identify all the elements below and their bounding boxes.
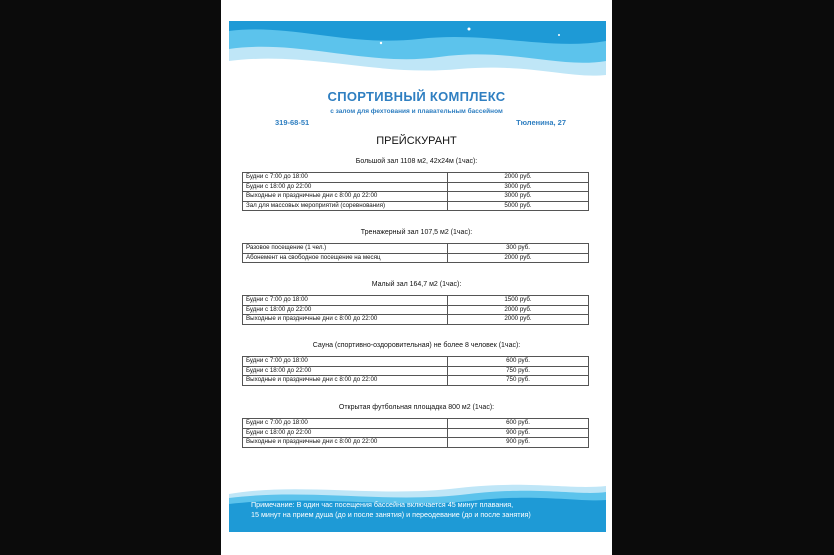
address: Тюленина, 27 — [516, 118, 566, 127]
price-table-sauna — [242, 356, 589, 386]
top-wave-banner — [229, 21, 606, 83]
section-title-football: Открытая футбольная площадка 800 м2 (1час): — [338, 404, 495, 411]
table-row — [243, 366, 589, 376]
price-table-small-hall — [242, 295, 589, 325]
price-table-gym — [242, 243, 589, 263]
table-row — [243, 201, 589, 211]
price-table-big-hall — [242, 172, 589, 211]
row-label: Разовое посещение (1 чел.) — [243, 244, 448, 254]
table-row — [243, 357, 589, 367]
row-price: 2000 руб. — [448, 173, 589, 183]
table-row — [243, 182, 589, 192]
table-row — [243, 296, 589, 306]
row-label: Будни с 18:00 до 22:00 — [243, 366, 448, 376]
row-label: Выходные и праздничные дни с 8:00 до 22:00 — [243, 192, 448, 202]
section-title-gym: Тренажерный зал 107,5 м2 (1час): — [360, 229, 473, 236]
table-row — [243, 173, 589, 183]
note-text — [251, 500, 612, 520]
table-row — [243, 376, 589, 386]
row-label: Выходные и праздничные дни с 8:00 до 22:00 — [243, 438, 448, 448]
note-line-1: Примечание: В один час посещения бассейна включается 45 минут плавания, — [251, 500, 514, 509]
row-label: Выходные и праздничные дни с 8:00 до 22:00 — [243, 315, 448, 325]
row-label: Будни с 7:00 до 18:00 — [243, 357, 448, 367]
table-row — [243, 244, 589, 254]
row-price: 750 руб. — [448, 376, 589, 386]
section-title-small-hall: Малый зал 164,7 м2 (1час): — [371, 281, 462, 288]
row-price: 3000 руб. — [448, 192, 589, 202]
row-price: 5000 руб. — [448, 201, 589, 211]
table-row — [243, 438, 589, 448]
phone-number: 319-68-51 — [275, 118, 310, 127]
row-label: Выходные и праздничные дни с 8:00 до 22:00 — [243, 376, 448, 386]
price-list-document — [221, 0, 612, 555]
row-label: Будни с 7:00 до 18:00 — [243, 296, 448, 306]
row-label: Будни с 7:00 до 18:00 — [243, 419, 448, 429]
table-row — [243, 253, 589, 263]
row-label: Будни с 18:00 до 22:00 — [243, 182, 448, 192]
row-price: 900 руб. — [448, 428, 589, 438]
row-price: 750 руб. — [448, 366, 589, 376]
row-price: 2000 руб. — [448, 253, 589, 263]
note-line-2: 15 минут на прием душа (до и после занятия) и переодевание (до и после занятия) — [251, 510, 531, 519]
row-label: Зал для массовых мероприятий (соревнования) — [243, 201, 448, 211]
page-title: СПОРТИВНЫЙ КОМПЛЕКС — [327, 89, 506, 104]
row-price: 1500 руб. — [448, 296, 589, 306]
row-label: Абонемент на свободное посещение на месяц — [243, 253, 448, 263]
row-price: 900 руб. — [448, 438, 589, 448]
table-row — [243, 192, 589, 202]
table-row — [243, 305, 589, 315]
row-label: Будни с 18:00 до 22:00 — [243, 428, 448, 438]
row-label: Будни с 7:00 до 18:00 — [243, 173, 448, 183]
table-row — [243, 428, 589, 438]
row-label: Будни с 18:00 до 22:00 — [243, 305, 448, 315]
row-price: 2000 руб. — [448, 305, 589, 315]
row-price: 600 руб. — [448, 357, 589, 367]
page-subtitle: с залом для фехтования и плавательным бассейном — [330, 108, 503, 115]
table-row — [243, 419, 589, 429]
price-table-football — [242, 418, 589, 448]
price-list-heading: ПРЕЙСКУРАНТ — [376, 135, 457, 147]
table-row — [243, 315, 589, 325]
row-price: 300 руб. — [448, 244, 589, 254]
row-price: 2000 руб. — [448, 315, 589, 325]
section-title-big-hall: Большой зал 1108 м2, 42х24м (1час): — [355, 158, 478, 165]
row-price: 600 руб. — [448, 419, 589, 429]
row-price: 3000 руб. — [448, 182, 589, 192]
section-title-sauna: Сауна (спортивно-оздоровительная) не более 8 человек (1час): — [312, 342, 521, 349]
